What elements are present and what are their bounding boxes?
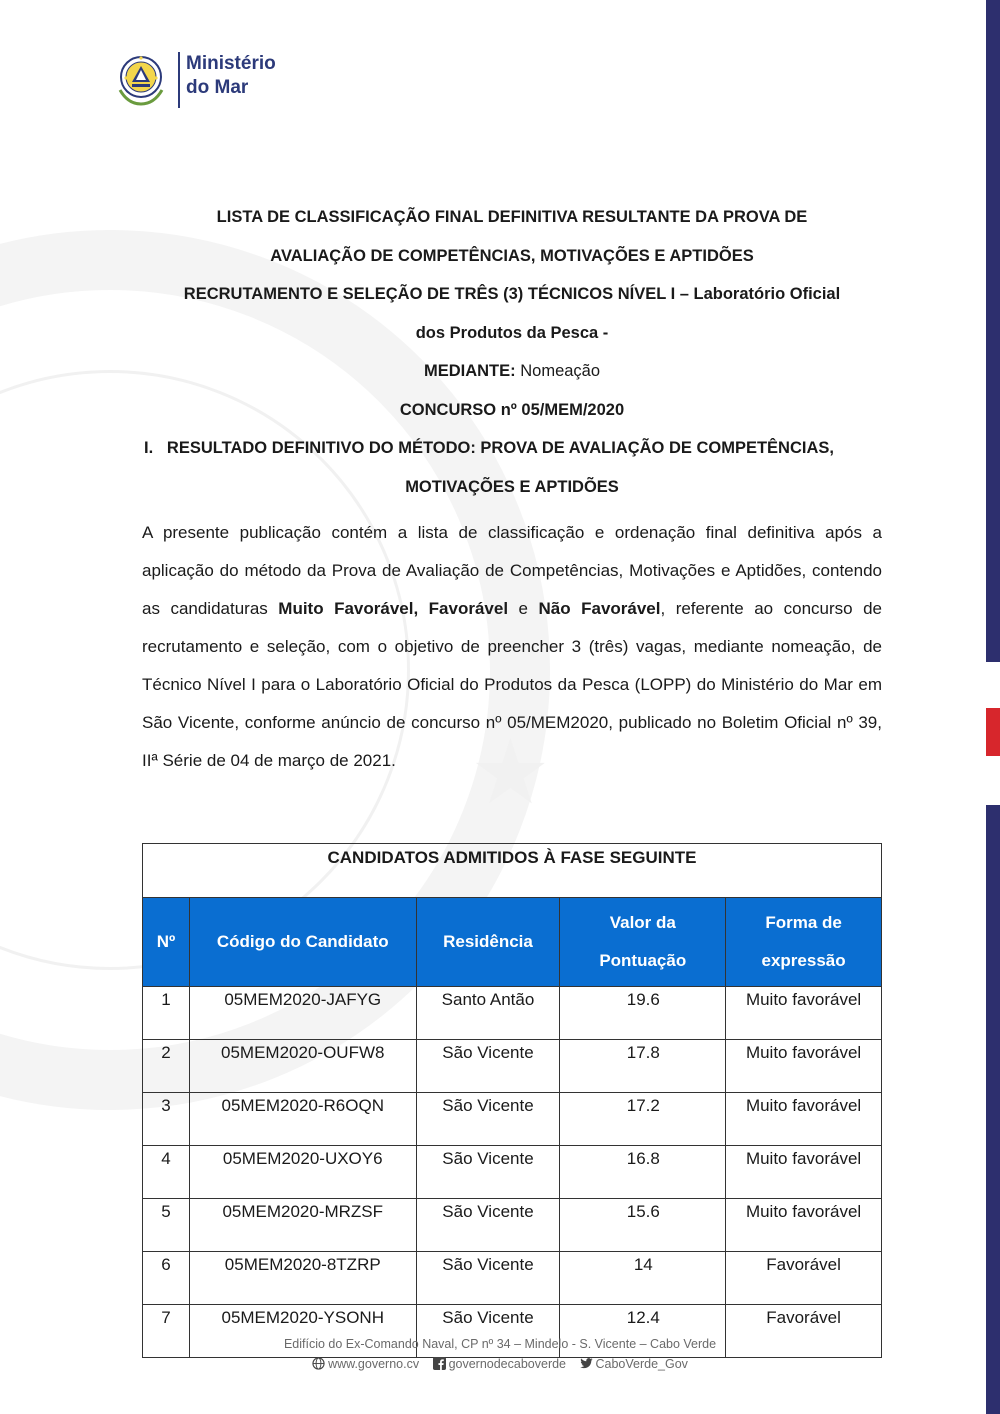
cell-num: 1	[143, 987, 190, 1040]
logo-line-1: Ministério	[186, 53, 276, 74]
cell-expression: Muito favorável	[726, 1146, 882, 1199]
cell-num: 6	[143, 1252, 190, 1305]
cell-residence: São Vicente	[416, 1093, 560, 1146]
section-heading-line-2: MOTIVAÇÕES E APTIDÕES	[405, 477, 619, 496]
cell-expression: Muito favorável	[726, 987, 882, 1040]
cell-expression: Muito favorável	[726, 1199, 882, 1252]
table-caption: CANDIDATOS ADMITIDOS À FASE SEGUINTE	[143, 844, 882, 898]
cell-code: 05MEM2020-8TZRP	[189, 1252, 416, 1305]
footer-twitter[interactable]	[580, 1357, 688, 1371]
logo-wordmark	[186, 52, 276, 100]
header-score	[560, 898, 726, 987]
header-score-line-1: Valor da	[609, 913, 676, 932]
concurso-line: CONCURSO nº 05/MEM/2020	[399, 400, 625, 419]
table-header-row	[143, 898, 882, 987]
cell-code: 05MEM2020-JAFYG	[189, 987, 416, 1040]
table-caption-row	[143, 844, 882, 898]
footer-links	[0, 1354, 1000, 1374]
facebook-icon	[433, 1357, 446, 1370]
header-num: Nº	[143, 898, 190, 987]
header-expression-line-1: Forma de	[765, 913, 842, 932]
body-bold-2: Não Favorável	[538, 599, 661, 618]
header-expression-line-2: expressão	[761, 951, 846, 970]
cell-residence: São Vicente	[416, 1040, 560, 1093]
body-paragraph	[142, 514, 882, 780]
footer-facebook[interactable]	[433, 1357, 570, 1371]
cell-expression: Muito favorável	[726, 1093, 882, 1146]
header-score-line-2: Pontuação	[599, 951, 687, 970]
title-line-1: LISTA DE CLASSIFICAÇÃO FINAL DEFINITIVA RESULTANTE DA PROVA DE	[216, 208, 808, 226]
cell-code: 05MEM2020-R6OQN	[189, 1093, 416, 1146]
cell-score: 19.6	[560, 987, 726, 1040]
cell-residence: São Vicente	[416, 1252, 560, 1305]
body-text-3: , referente ao concurso de recrutamento e seleção, com o objetivo de preencher 3 (três) vagas, mediante nomeação, de Técnico Nível I para o Laboratório Oficial do Produtos da Pesca (LOPP) do Ministério do Mar em São Vicente, conforme anúncio de concurso nº 05/MEM2020, publicado no Boletim Oficial nº 39, IIª Série de 04 de março de 2021.	[142, 599, 882, 770]
table-row	[143, 1093, 882, 1146]
footer-website[interactable]	[312, 1357, 423, 1371]
title-line-2: AVALIAÇÃO DE COMPETÊNCIAS, MOTIVAÇÕES E APTIDÕES	[270, 246, 754, 265]
footer-website-text: www.governo.cv	[328, 1357, 420, 1371]
table-row	[143, 1199, 882, 1252]
cell-num: 2	[143, 1040, 190, 1093]
cell-residence: São Vicente	[416, 1305, 560, 1358]
cell-residence: São Vicente	[416, 1146, 560, 1199]
logo-line-2: do Mar	[186, 77, 249, 98]
footer-address: Edifício do Ex-Comando Naval, CP nº 34 – Mindelo - S. Vicente – Cabo Verde	[283, 1337, 717, 1351]
cell-score: 17.2	[560, 1093, 726, 1146]
cell-score: 12.4	[560, 1305, 726, 1358]
ministry-logo	[112, 50, 312, 112]
header-code: Código do Candidato	[189, 898, 416, 987]
mediante-value: Nomeação	[520, 362, 601, 380]
header-expression	[726, 898, 882, 987]
twitter-icon	[580, 1357, 593, 1370]
edge-bar-navy-bottom	[986, 805, 1000, 1414]
cell-score: 15.6	[560, 1199, 726, 1252]
footer-twitter-text: CaboVerde_Gov	[595, 1357, 688, 1371]
table-row	[143, 1040, 882, 1093]
cell-code: 05MEM2020-YSONH	[189, 1305, 416, 1358]
mediante-line	[142, 352, 882, 391]
watermark-star-icon: ★	[470, 720, 551, 825]
title-line-3: RECRUTAMENTO E SELEÇÃO DE TRÊS (3) TÉCNICOS NÍVEL I – Laboratório Oficial	[183, 285, 841, 303]
title-line-4: dos Produtos da Pesca -	[415, 323, 609, 342]
body-text-1: A presente publicação contém a lista de classificação e ordenação final definitiva após a aplicação do método da Prova de Avaliação de Competências, Motivações e Aptidões, contendo as candidaturas	[142, 523, 882, 618]
cell-score: 14	[560, 1252, 726, 1305]
cell-score: 17.8	[560, 1040, 726, 1093]
cell-expression: Favorável	[726, 1305, 882, 1358]
results-table	[142, 843, 882, 1358]
edge-bar-red	[986, 708, 1000, 756]
table-row	[143, 987, 882, 1040]
cell-residence: Santo Antão	[416, 987, 560, 1040]
cell-num: 3	[143, 1093, 190, 1146]
coat-of-arms-icon	[112, 50, 170, 108]
cell-score: 16.8	[560, 1146, 726, 1199]
edge-bar-navy-top	[986, 0, 1000, 662]
page-footer	[0, 1334, 1000, 1374]
table-row	[143, 1146, 882, 1199]
section-heading-line-1: I. RESULTADO DEFINITIVO DO MÉTODO: PROVA DE AVALIAÇÃO DE COMPETÊNCIAS,	[144, 439, 834, 457]
cell-num: 4	[143, 1146, 190, 1199]
title-block	[142, 198, 882, 506]
cell-code: 05MEM2020-MRZSF	[189, 1199, 416, 1252]
cell-expression: Muito favorável	[726, 1040, 882, 1093]
mediante-label: MEDIANTE:	[423, 362, 516, 380]
table-row	[143, 1252, 882, 1305]
header-residence: Residência	[416, 898, 560, 987]
cell-code: 05MEM2020-OUFW8	[189, 1040, 416, 1093]
cell-expression: Favorável	[726, 1252, 882, 1305]
cell-residence: São Vicente	[416, 1199, 560, 1252]
cell-code: 05MEM2020-UXOY6	[189, 1146, 416, 1199]
cell-num: 7	[143, 1305, 190, 1358]
footer-facebook-text: governodecaboverde	[448, 1357, 567, 1371]
body-text-2: e	[508, 599, 539, 618]
globe-icon	[312, 1357, 325, 1370]
cell-num: 5	[143, 1199, 190, 1252]
body-bold-1: Muito Favorável, Favorável	[278, 599, 509, 618]
logo-separator	[178, 52, 180, 108]
